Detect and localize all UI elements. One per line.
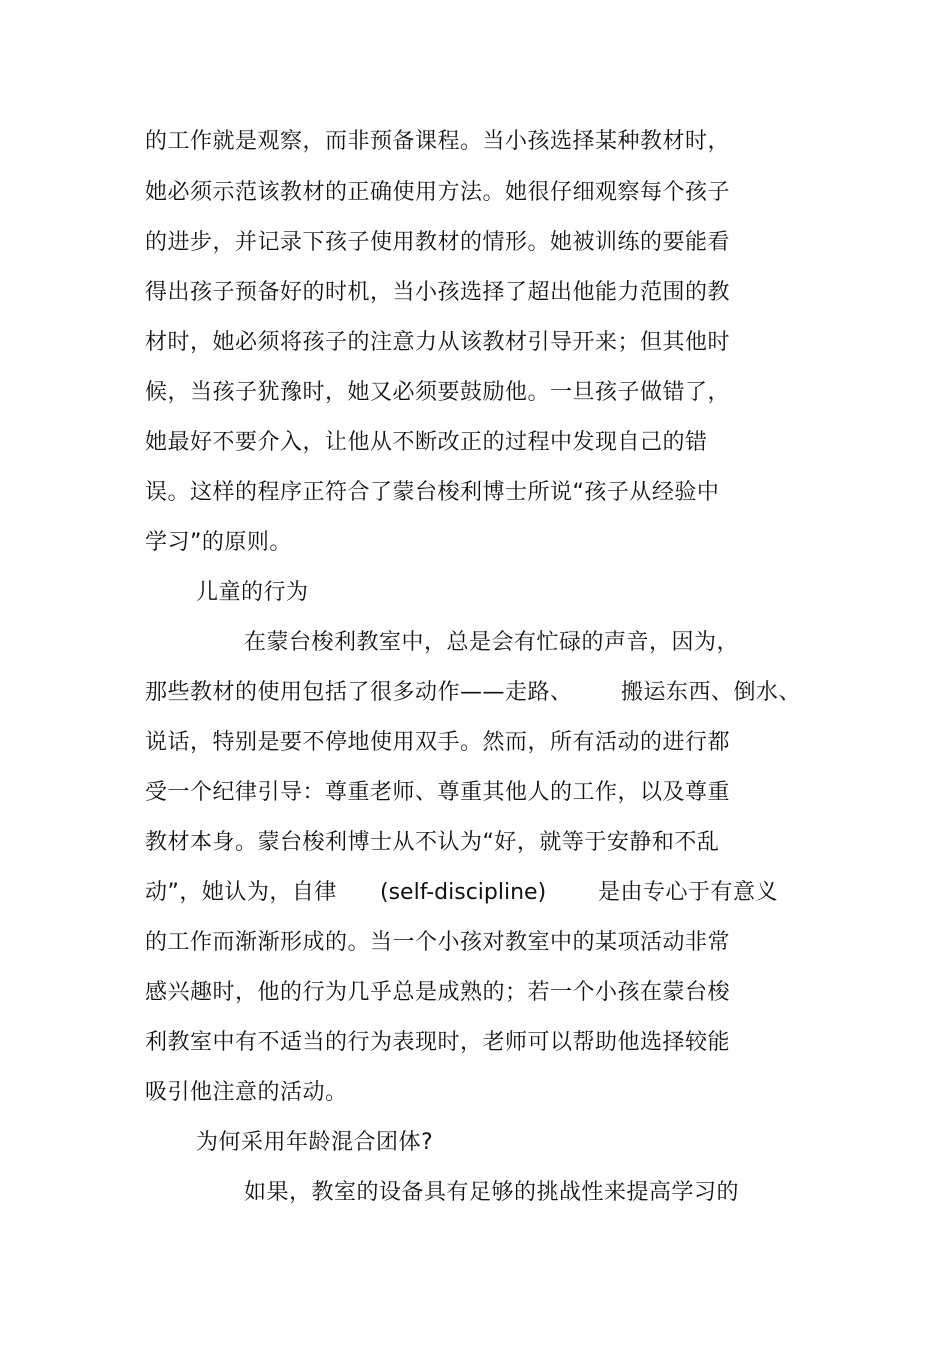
body-line: 她必须示范该教材的正确使用方法。她很仔细观察每个孩子: [145, 180, 731, 205]
body-line-fragment: (self-discipline): [380, 880, 547, 905]
body-line: 的进步，并记录下孩子使用教材的情形。她被训练的要能看: [145, 230, 731, 255]
body-line: 误。这样的程序正符合了蒙台梭利博士所说“孩子从经验中: [145, 480, 720, 505]
body-line-fragment: 搬运东西、倒水、: [621, 680, 802, 705]
body-line: 教材本身。蒙台梭利博士从不认为“好，就等于安静和不乱: [145, 830, 720, 855]
body-line: 吸引他注意的活动。: [145, 1080, 348, 1105]
body-line: 如果，教室的设备具有足够的挑战性来提高学习的: [244, 1180, 740, 1205]
body-line: 的工作就是观察，而非预备课程。当小孩选择某种教材时，: [145, 129, 731, 154]
body-line: 得出孩子预备好的时机，当小孩选择了超出他能力范围的教: [145, 280, 731, 305]
body-line: 感兴趣时，他的行为几乎总是成熟的；若一个小孩在蒙台梭: [145, 980, 731, 1005]
body-line: 材时，她必须将孩子的注意力从该教材引导开来；但其他时: [145, 330, 731, 355]
section-heading: 为何采用年龄混合团体?: [196, 1130, 434, 1155]
body-line: 的工作而渐渐形成的。当一个小孩对教室中的某项活动非常: [145, 930, 731, 955]
body-line: 她最好不要介入，让他从不断改正的过程中发现自己的错: [145, 430, 708, 455]
body-line: 受一个纪律引导：尊重老师、尊重其他人的工作，以及尊重: [145, 780, 731, 805]
body-line: 在蒙台梭利教室中，总是会有忙碌的声音，因为，: [244, 630, 740, 655]
body-line: 学习”的原则。: [145, 530, 292, 555]
body-line: 候，当孩子犹豫时，她又必须要鼓励他。一旦孩子做错了，: [145, 380, 731, 405]
body-line: 利教室中有不适当的行为表现时，老师可以帮助他选择较能: [145, 1030, 731, 1055]
body-line: 说话，特别是要不停地使用双手。然而，所有活动的进行都: [145, 730, 731, 755]
section-heading: 儿童的行为: [196, 580, 309, 605]
body-line: 动”，她认为，自律: [145, 880, 337, 905]
body-line-fragment: 是由专心于有意义: [598, 880, 779, 905]
body-line: 那些教材的使用包括了很多动作——走路、: [145, 680, 573, 705]
